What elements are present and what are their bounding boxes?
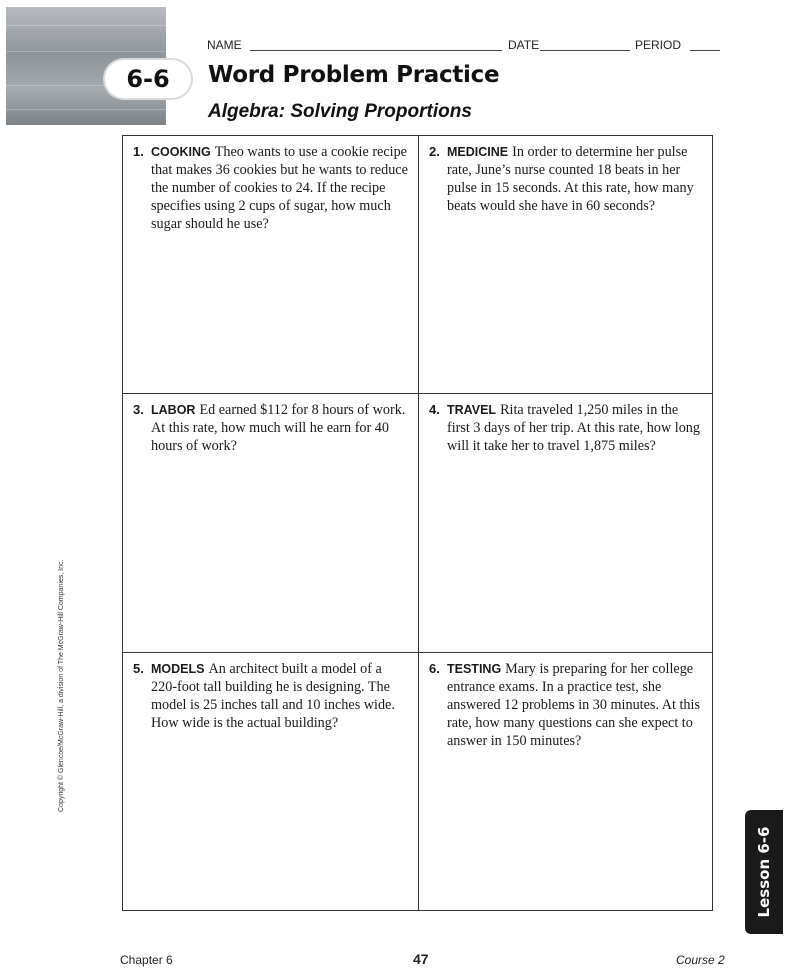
date-label: DATE xyxy=(508,38,540,52)
copyright-notice: Copyright © Glencoe/McGraw-Hill, a division of The McGraw-Hill Companies, Inc. xyxy=(58,559,65,812)
problem-category: TESTING xyxy=(447,662,502,676)
problem-text: Mary is preparing for her college entrance exams. In a practice test, she answered 12 problems in 30 minutes. At this rate, how many questions can she expect to answer in 150 minutes? xyxy=(447,661,700,749)
lesson-tab xyxy=(745,810,783,934)
page-number: 47 xyxy=(413,951,429,967)
problem-5 xyxy=(133,660,408,732)
problem-cell-5[interactable] xyxy=(123,653,419,910)
problem-category: COOKING xyxy=(151,145,211,159)
problem-text: In order to determine her pulse rate, June’s nurse counted 18 beats in her pulse in 15 seconds. At this rate, how many beats would she have in 60 seconds? xyxy=(447,144,694,214)
date-field[interactable] xyxy=(540,50,630,51)
problem-3 xyxy=(133,401,408,455)
name-field[interactable] xyxy=(250,50,502,51)
problem-4 xyxy=(429,401,702,455)
problem-number: 6. xyxy=(429,661,440,676)
problem-category: TRAVEL xyxy=(447,403,497,417)
problem-2 xyxy=(429,143,702,215)
period-field[interactable] xyxy=(690,50,720,51)
problem-number: 3. xyxy=(133,402,144,417)
problem-cell-6[interactable] xyxy=(419,653,712,910)
footer-course: Course 2 xyxy=(676,953,725,967)
problem-text: An architect built a model of a 220-foot tall building he is designing. The model is 25 inches tall and 10 inches wide. How wide is the actual building? xyxy=(151,661,395,731)
page-title: Word Problem Practice xyxy=(208,62,500,88)
problem-6 xyxy=(429,660,702,750)
problem-cell-2[interactable] xyxy=(419,136,712,394)
problem-number: 2. xyxy=(429,144,440,159)
problem-cell-1[interactable] xyxy=(123,136,419,394)
problem-1 xyxy=(133,143,408,233)
problem-text: Theo wants to use a cookie recipe that makes 36 cookies but he wants to reduce the number of cookies to 24. If the recipe specifies using 2 cups of sugar, how much sugar should he use? xyxy=(151,144,408,232)
period-label: PERIOD xyxy=(635,38,682,52)
problem-cell-4[interactable] xyxy=(419,394,712,653)
lesson-tab-label: Lesson 6-6 xyxy=(755,826,773,918)
problem-text: Ed earned $112 for 8 hours of work. At this rate, how much will he earn for 40 hours of work? xyxy=(151,402,406,454)
name-label: NAME xyxy=(207,38,242,52)
footer-chapter: Chapter 6 xyxy=(120,953,173,967)
page-subtitle: Algebra: Solving Proportions xyxy=(208,101,472,122)
problem-number: 4. xyxy=(429,402,440,417)
problem-category: MODELS xyxy=(151,662,205,676)
problem-cell-3[interactable] xyxy=(123,394,419,653)
problem-grid xyxy=(122,135,713,911)
lesson-badge: 6-6 xyxy=(105,60,191,98)
problem-number: 5. xyxy=(133,661,144,676)
problem-category: MEDICINE xyxy=(447,145,509,159)
problem-text: Rita traveled 1,250 miles in the first 3 days of her trip. At this rate, how long will it take her to travel 1,875 miles? xyxy=(447,402,700,454)
problem-number: 1. xyxy=(133,144,144,159)
problem-category: LABOR xyxy=(151,403,196,417)
